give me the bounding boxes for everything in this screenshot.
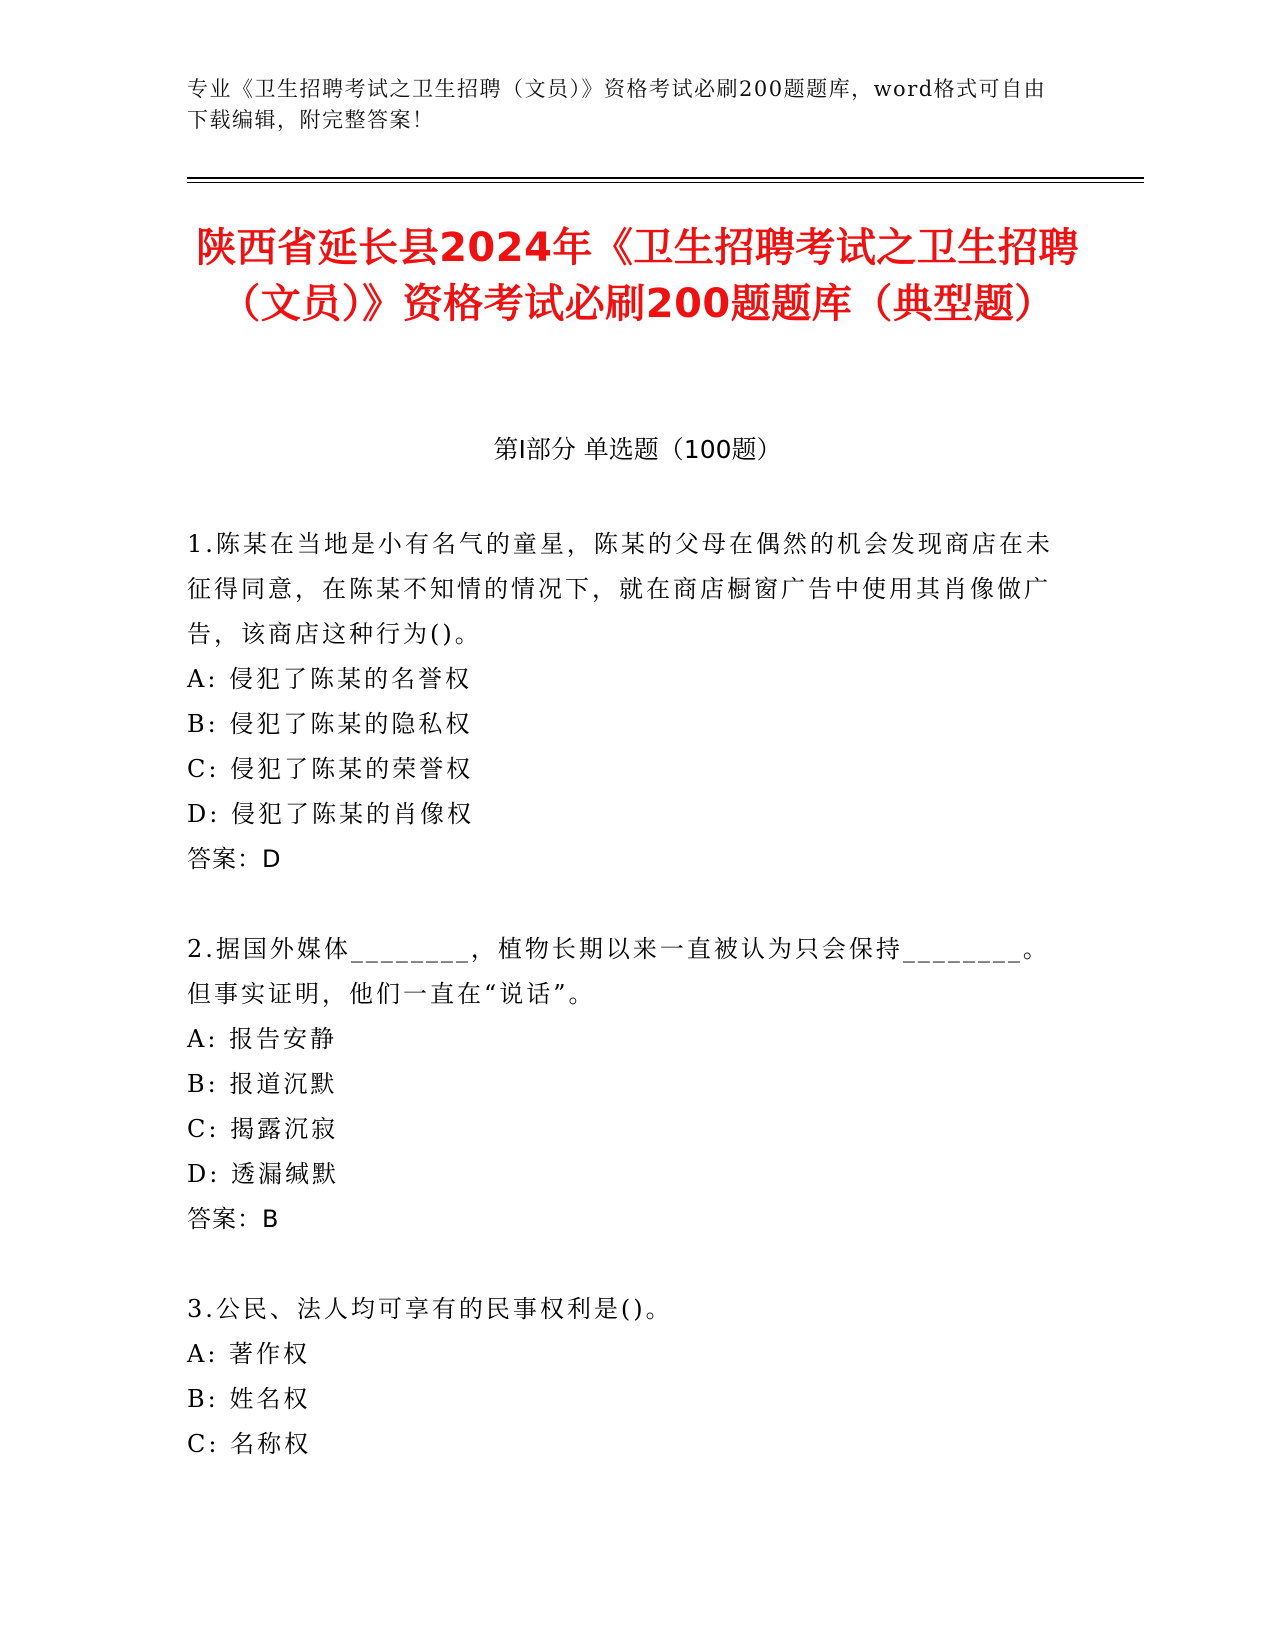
- header-note: 专业《卫生招聘考试之卫生招聘（文员）》资格考试必刷200题题库，word格式可自由下载编辑，附完整答案！: [187, 77, 1047, 132]
- option-a: A: 报告安静: [187, 1025, 338, 1053]
- option-c: C: 名称权: [187, 1430, 312, 1458]
- question-2: [187, 927, 1067, 1242]
- answer: 答案：D: [187, 845, 282, 873]
- header-divider-thick: [187, 177, 1144, 179]
- question-stem: 1.陈某在当地是小有名气的童星，陈某的父母在偶然的机会发现商店在未征得同意，在陈某不知情的情况下，就在商店橱窗广告中使用其肖像做广告，该商店这种行为()。: [187, 530, 1053, 648]
- option-a: A: 著作权: [187, 1340, 311, 1368]
- option-d: D: 侵犯了陈某的肖像权: [187, 800, 474, 828]
- question-1: [187, 522, 1067, 882]
- question-list: [187, 522, 1067, 1512]
- question-3: [187, 1287, 1067, 1467]
- option-b: B: 姓名权: [187, 1385, 311, 1413]
- option-b: B: 报道沉默: [187, 1070, 338, 1098]
- section-title: 第Ⅰ部分 单选题（100题）: [493, 435, 782, 464]
- option-c: C: 揭露沉寂: [187, 1115, 339, 1143]
- document-title: 陕西省延长县2024年《卫生招聘考试之卫生招聘（文员）》资格考试必刷200题题库（典型题）: [196, 225, 1079, 327]
- option-a: A: 侵犯了陈某的名誉权: [187, 665, 473, 693]
- header-divider-thin: [187, 182, 1144, 183]
- question-stem: 2.据国外媒体________，植物长期以来一直被认为只会保持________。但事实证明，他们一直在“说话”。: [187, 935, 1050, 1008]
- option-c: C: 侵犯了陈某的荣誉权: [187, 755, 474, 783]
- answer: 答案：B: [187, 1205, 280, 1233]
- option-b: B: 侵犯了陈某的隐私权: [187, 710, 473, 738]
- option-d: D: 透漏缄默: [187, 1160, 339, 1188]
- question-stem: 3.公民、法人均可享有的民事权利是()。: [187, 1295, 673, 1323]
